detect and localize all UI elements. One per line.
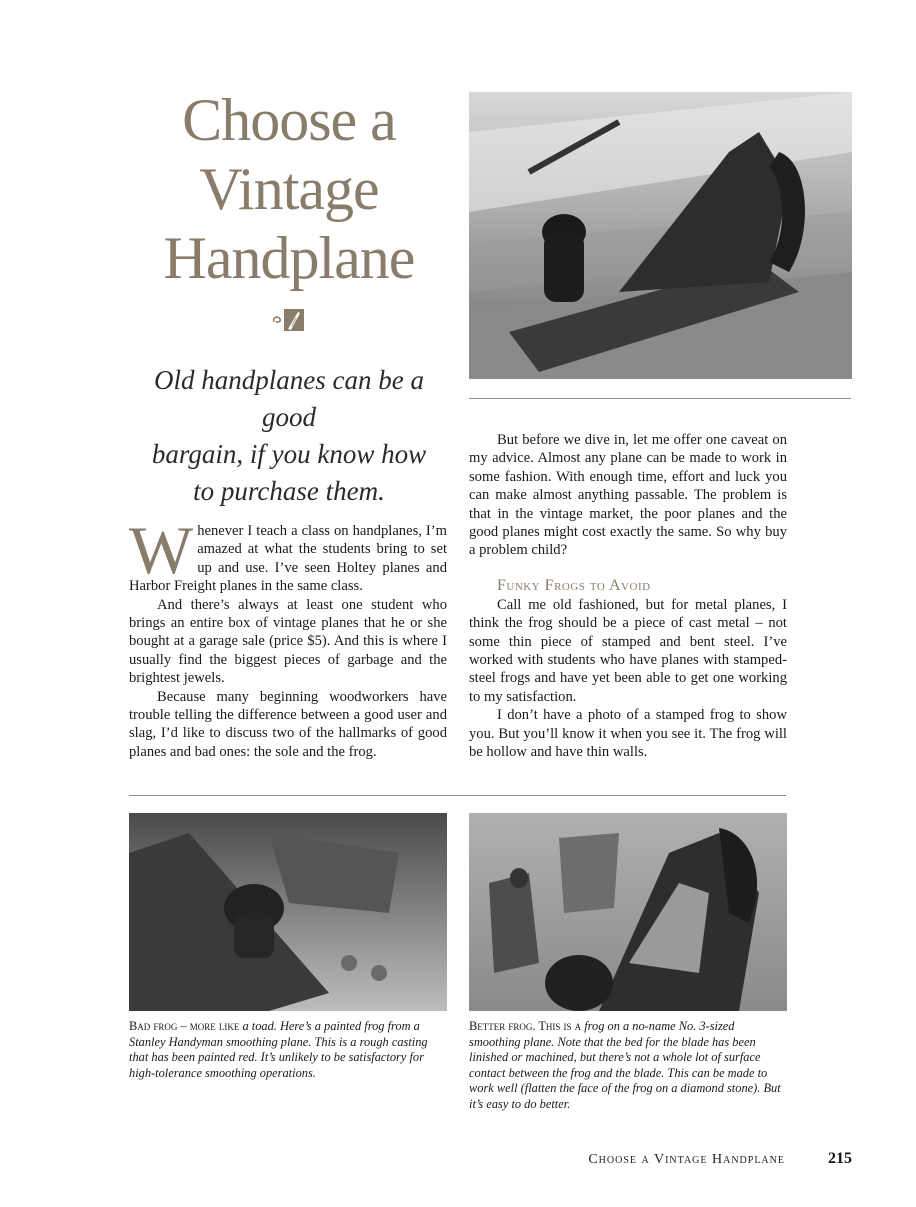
caption-bad-frog bbox=[129, 1019, 447, 1081]
deck-line-2: bargain, if you know how bbox=[151, 439, 427, 469]
photo-handplane-on-bench bbox=[469, 92, 852, 379]
paragraph-4: But before we dive in, let me offer one caveat on my advice. Almost any plane can be made to work in some fashion. With enough time, effort and luck you can make almost anything passable. The problem is that in the vintage market, the poor planes and the good planes might cost exactly the same. So why buy a problem child? bbox=[469, 432, 787, 559]
running-footer-title: Choose a Vintage Handplane bbox=[588, 1152, 785, 1167]
paragraph-1-text: henever I teach a class on handplanes, I’m amazed at what the students bring to set up and use. I’ve seen Holtey planes and Harbor Freight planes in the same class. bbox=[129, 523, 447, 595]
caption-better-frog bbox=[469, 1019, 787, 1112]
title-line-1: Choose a bbox=[182, 87, 396, 153]
paragraph-1 bbox=[129, 512, 447, 596]
paragraph-2: And there’s always at least one student who brings an entire box of vintage planes that he or she bought at a garage sale (price $5). And this is where I usually find the biggest pieces of garbage and the brightest jewels. bbox=[129, 596, 447, 687]
section-subhead: Funky Frogs to Avoid bbox=[497, 576, 651, 594]
divider-middle bbox=[129, 795, 786, 796]
feather-quill-ornament-icon bbox=[270, 306, 310, 334]
title-line-2: Vintage bbox=[199, 156, 379, 222]
caption-left-body: a toad. Here’s a painted frog from a Stanley Handyman smoothing plane. This is a rough casting that has been painted red. It’s unlikely to be satisfactory for high-tolerance smoothing operations. bbox=[129, 1019, 428, 1080]
paragraph-5: Call me old fashioned, but for metal planes, I think the frog should be a piece of cast metal – not some thin piece of stamped and bent steel. I’ve worked with students who have planes with stamped-steel frogs and have yet been able to get one working to my satisfaction. bbox=[469, 596, 787, 705]
page-number: 215 bbox=[828, 1150, 852, 1167]
page-title bbox=[130, 86, 448, 293]
body-column-left bbox=[129, 512, 447, 761]
deck-line-1: Old handplanes can be a good bbox=[154, 365, 424, 432]
caption-right-body: frog on a no-name No. 3-sized smoothing plane. Note that the bed for the blade has been linished or machined, but there’s not a whole lot of surface contact between the frog and the blade. This can be made to work well (flatten the face of the frog on a diamond stone). But it’s easy to do better. bbox=[469, 1019, 781, 1111]
paragraph-3: Because many beginning woodworkers have trouble telling the difference between a good user and slag, I’d like to discuss two of the hallmarks of good planes and bad ones: the sole and the frog. bbox=[129, 688, 447, 760]
divider-top-right bbox=[469, 398, 851, 399]
dropcap: W bbox=[129, 512, 194, 588]
deck-line-3: to purchase them. bbox=[193, 476, 385, 506]
caption-left-lead: Bad frog – more like bbox=[129, 1019, 240, 1033]
photo-better-frog bbox=[469, 813, 787, 1011]
photo-bad-frog bbox=[129, 813, 447, 1011]
body-column-right bbox=[469, 431, 787, 762]
title-line-3: Handplane bbox=[163, 225, 415, 291]
paragraph-6: I don’t have a photo of a stamped frog to show you. But you’ll know it when you see it. The frog will be hollow and have thin walls. bbox=[469, 707, 787, 761]
caption-right-lead: Better frog. This is a bbox=[469, 1019, 582, 1033]
deck-subtitle bbox=[130, 362, 448, 510]
